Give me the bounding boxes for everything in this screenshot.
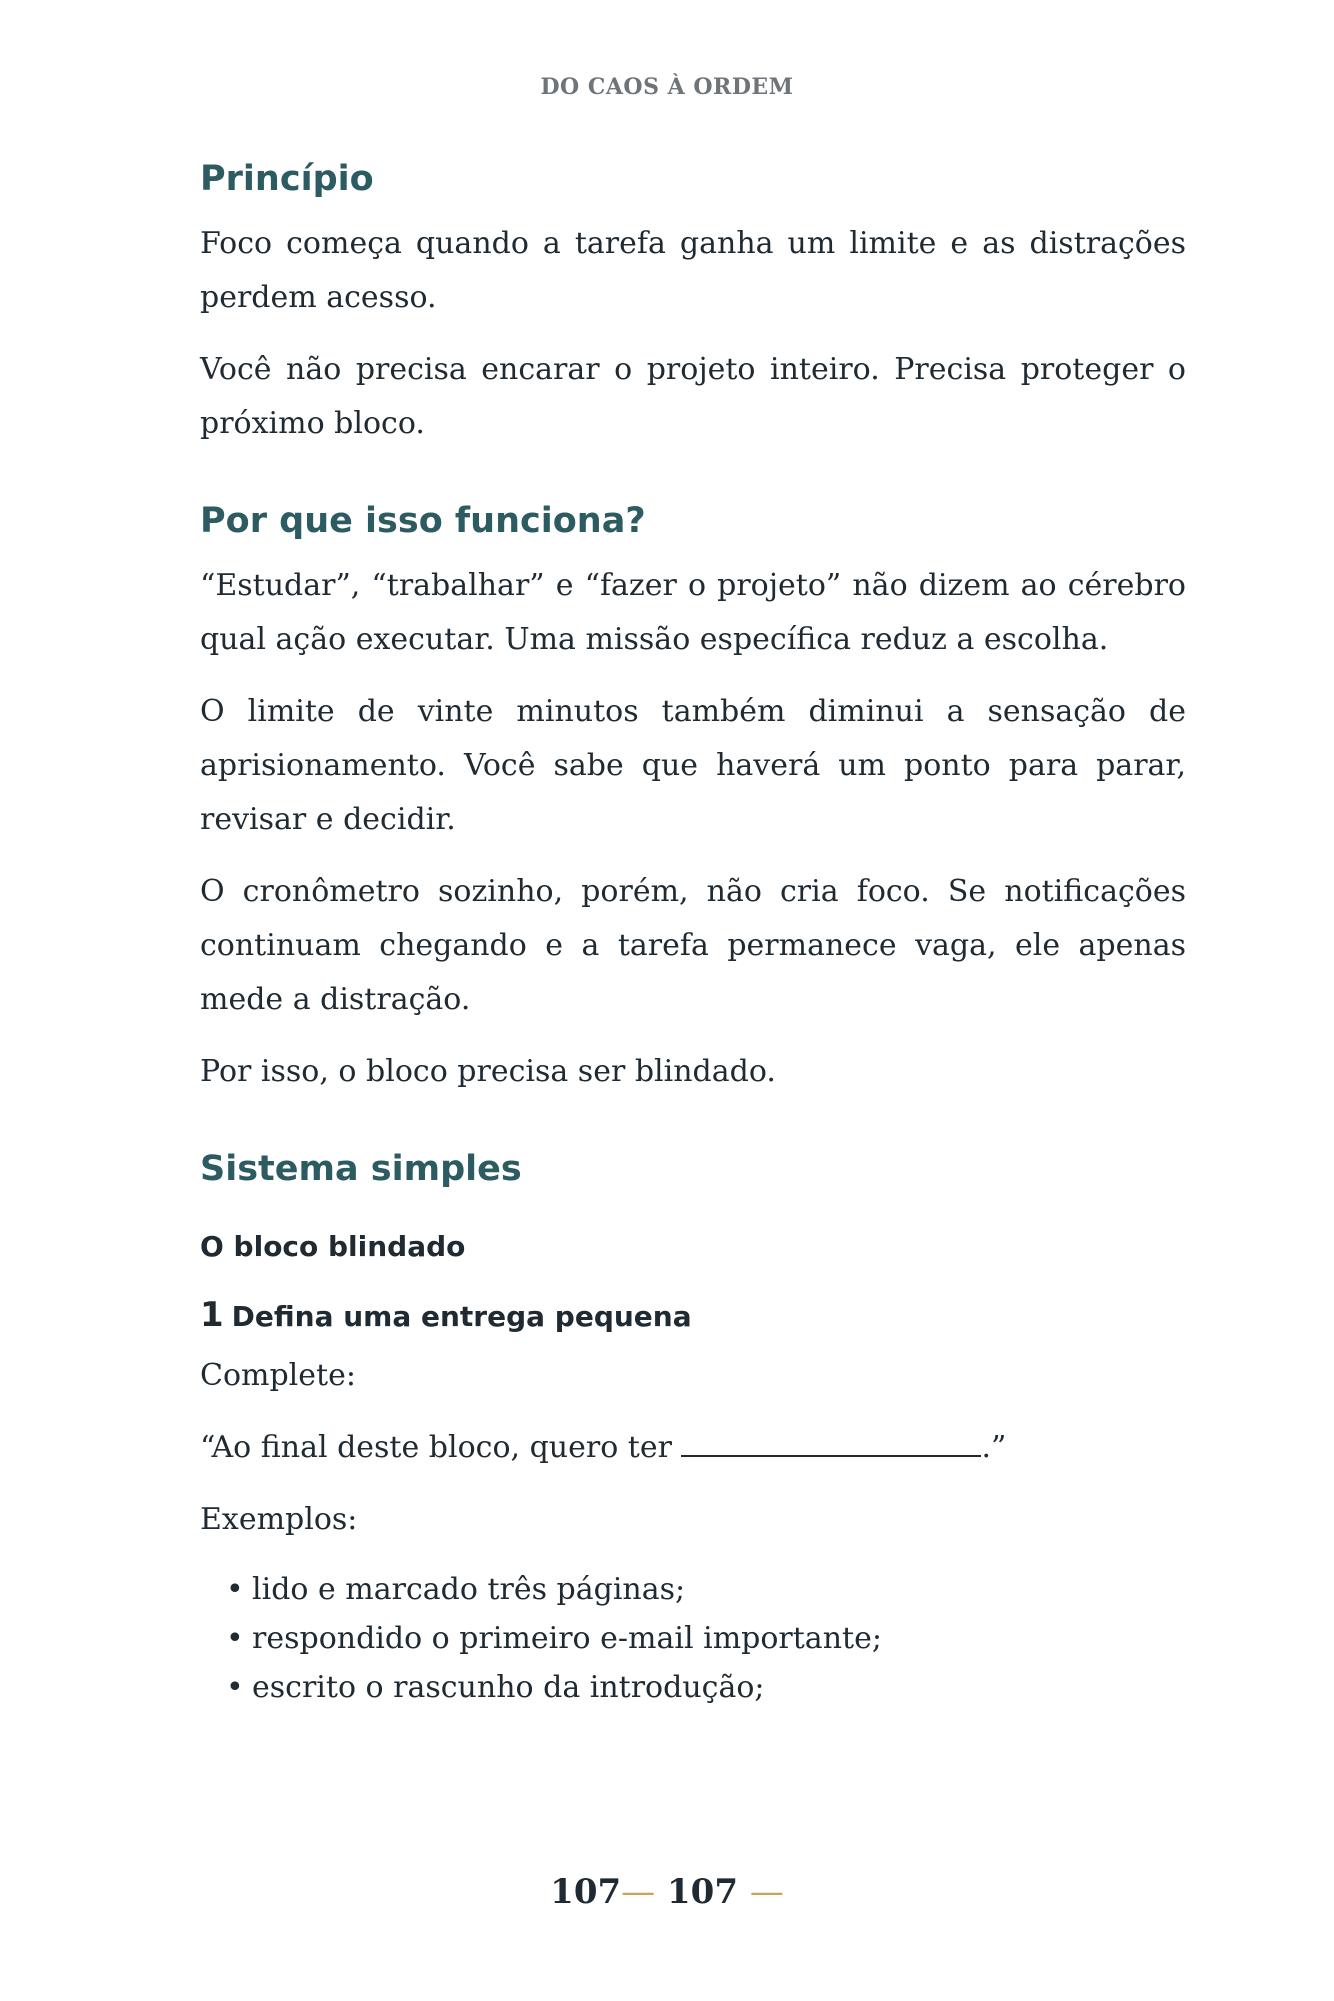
examples-label: Exemplos: bbox=[200, 1502, 358, 1537]
examples-list bbox=[200, 1565, 1186, 1712]
section-title-principio: Princípio bbox=[200, 159, 374, 199]
paragraph: O cronômetro sozinho, porém, não cria foco. Se notificações continuam chegando e a tarefa permanece vaga, ele apenas mede a distração. bbox=[200, 874, 1186, 1017]
step-title: Defina uma entrega pequena bbox=[231, 1300, 692, 1333]
running-header: DO CAOS À ORDEM bbox=[540, 74, 794, 100]
complete-label: Complete: bbox=[200, 1358, 356, 1393]
paragraph: O limite de vinte minutos também diminui a sensação de aprisionamento. Você sabe que haverá um ponto para parar, revisar e decidir. bbox=[200, 694, 1186, 837]
footer-dash: — bbox=[621, 1872, 656, 1912]
page-number: 107 bbox=[550, 1872, 622, 1912]
bullet-icon: • bbox=[226, 1670, 244, 1705]
bullet-icon: • bbox=[226, 1621, 244, 1656]
bullet-icon: • bbox=[226, 1572, 244, 1607]
paragraph: “Estudar”, “trabalhar” e “fazer o projeto” não dizem ao cérebro qual ação executar. Uma missão específica reduz a escolha. bbox=[200, 568, 1186, 657]
page-content bbox=[200, 155, 1186, 1712]
blank-line bbox=[681, 1427, 981, 1457]
page-number: 107 bbox=[667, 1872, 738, 1912]
list-item: • lido e marcado três páginas; bbox=[226, 1565, 1186, 1614]
paragraph: Foco começa quando a tarefa ganha um limite e as distrações perdem acesso. bbox=[200, 226, 1186, 315]
subsection-title: O bloco blindado bbox=[200, 1230, 466, 1263]
fill-in-sentence bbox=[200, 1421, 1186, 1475]
section-title-sistema: Sistema simples bbox=[200, 1149, 522, 1189]
list-item: • escrito o rascunho da introdução; bbox=[226, 1663, 1186, 1712]
paragraph: Você não precisa encarar o projeto inteiro. Precisa proteger o próximo bloco. bbox=[200, 352, 1186, 441]
sentence-start: “Ao final deste bloco, quero ter bbox=[200, 1430, 682, 1465]
list-item: • respondido o primeiro e-mail importante; bbox=[226, 1614, 1186, 1663]
sentence-end: .” bbox=[981, 1430, 1007, 1465]
step-number: 1 bbox=[200, 1295, 224, 1335]
footer-dash: — bbox=[749, 1872, 784, 1912]
paragraph: Por isso, o bloco precisa ser blindado. bbox=[200, 1054, 776, 1089]
step-heading bbox=[200, 1295, 1186, 1337]
page-footer bbox=[0, 1872, 1334, 1912]
section-title-por-que: Por que isso funciona? bbox=[200, 501, 646, 541]
